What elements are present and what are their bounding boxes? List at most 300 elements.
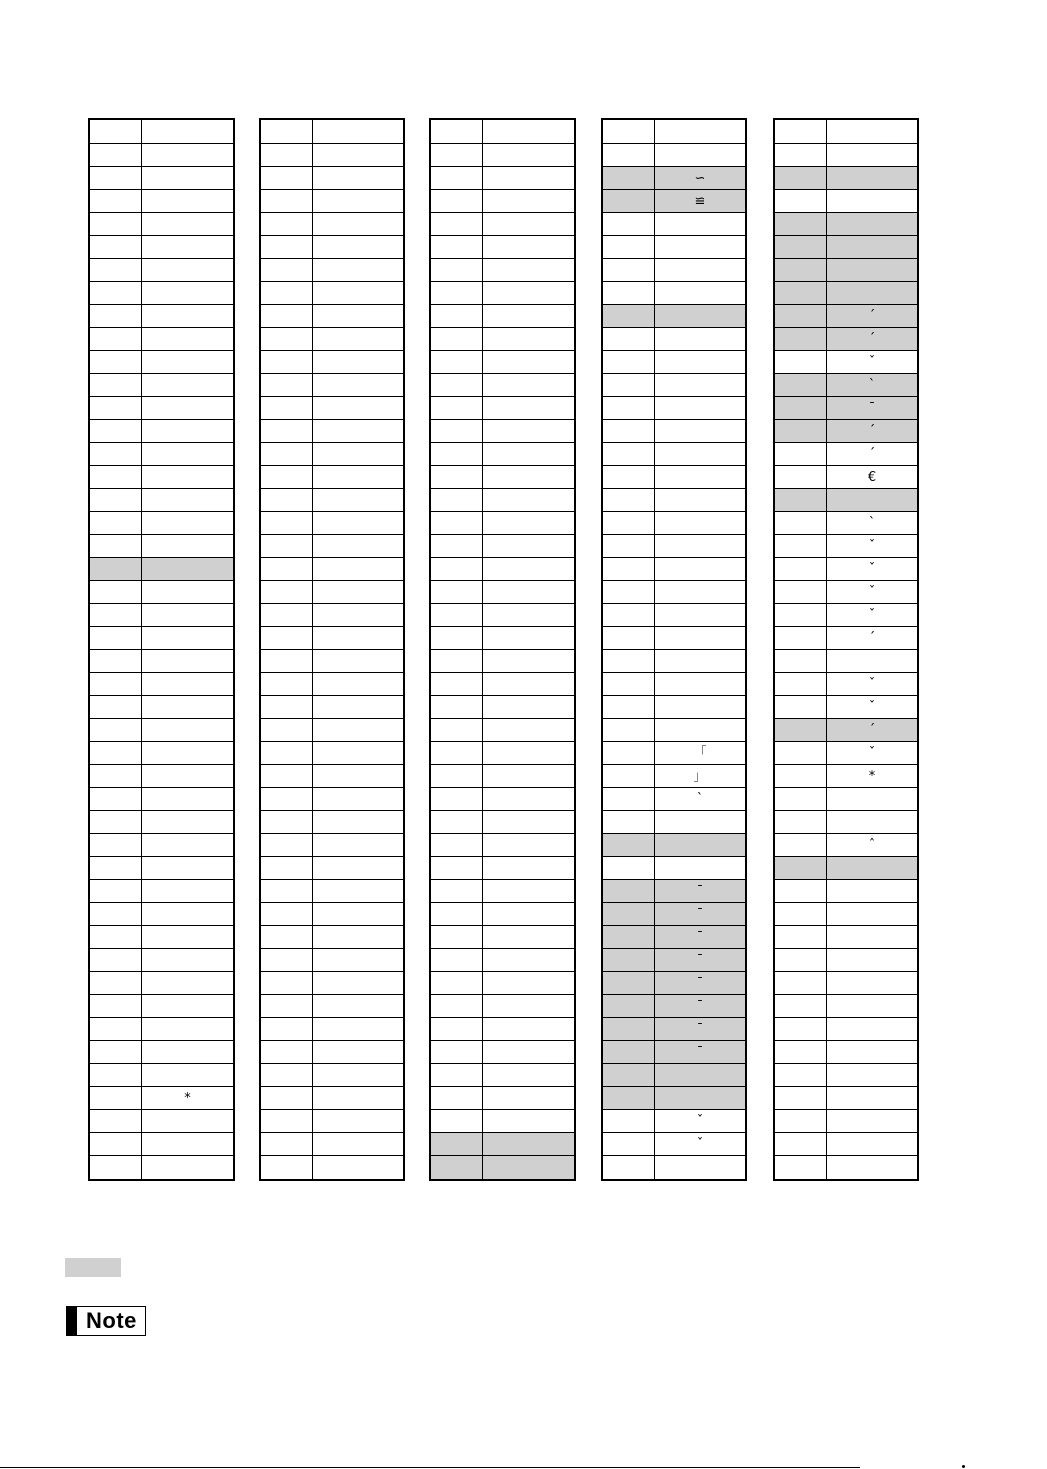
code-cell bbox=[90, 972, 142, 994]
table-row bbox=[775, 1110, 917, 1133]
code-cell bbox=[90, 926, 142, 948]
code-cell bbox=[775, 489, 827, 511]
code-cell bbox=[261, 305, 313, 327]
char-cell bbox=[827, 972, 917, 994]
code-cell bbox=[261, 328, 313, 350]
table-row bbox=[261, 328, 403, 351]
table-row bbox=[431, 420, 574, 443]
code-cell bbox=[431, 236, 483, 258]
table-row bbox=[603, 420, 745, 443]
table-row bbox=[775, 696, 917, 719]
table-row bbox=[603, 949, 745, 972]
char-cell bbox=[827, 1041, 917, 1063]
table-row bbox=[775, 1133, 917, 1156]
code-cell bbox=[603, 120, 655, 143]
char-cell bbox=[142, 880, 233, 902]
char-cell bbox=[655, 213, 745, 235]
code-cell bbox=[603, 443, 655, 465]
char-cell bbox=[313, 949, 403, 971]
char-cell bbox=[483, 880, 574, 902]
code-cell bbox=[431, 926, 483, 948]
code-cell bbox=[261, 949, 313, 971]
table-row bbox=[603, 167, 745, 190]
code-cell bbox=[775, 834, 827, 856]
table-row bbox=[603, 305, 745, 328]
code-cell bbox=[261, 972, 313, 994]
code-cell bbox=[775, 236, 827, 258]
code-cell bbox=[261, 1064, 313, 1086]
char-cell bbox=[483, 604, 574, 626]
char-cell bbox=[483, 466, 574, 488]
char-cell bbox=[655, 489, 745, 511]
code-cell bbox=[431, 857, 483, 879]
char-cell bbox=[483, 259, 574, 281]
table-row bbox=[431, 742, 574, 765]
table-row bbox=[775, 995, 917, 1018]
table-row bbox=[431, 397, 574, 420]
char-cell bbox=[313, 397, 403, 419]
note-heading bbox=[66, 1306, 146, 1336]
char-cell bbox=[313, 788, 403, 810]
table-row bbox=[261, 558, 403, 581]
code-cell bbox=[603, 627, 655, 649]
char-cell: ˆ bbox=[868, 837, 876, 853]
table-row bbox=[603, 857, 745, 880]
char-cell bbox=[313, 857, 403, 879]
code-cell bbox=[775, 1133, 827, 1155]
code-cell bbox=[90, 236, 142, 258]
char-cell bbox=[142, 236, 233, 258]
table-row bbox=[603, 1156, 745, 1179]
char-cell bbox=[142, 1041, 233, 1063]
code-cell bbox=[603, 581, 655, 603]
table-row bbox=[90, 650, 233, 673]
char-cell bbox=[142, 696, 233, 718]
table-row bbox=[261, 397, 403, 420]
char-cell bbox=[483, 811, 574, 833]
table-row bbox=[431, 903, 574, 926]
char-cell bbox=[483, 719, 574, 741]
table-row bbox=[431, 811, 574, 834]
char-cell bbox=[313, 1041, 403, 1063]
table-row bbox=[775, 880, 917, 903]
char-cell bbox=[655, 627, 745, 649]
table-row bbox=[603, 811, 745, 834]
code-cell bbox=[603, 811, 655, 833]
table-row bbox=[775, 190, 917, 213]
char-cell bbox=[483, 949, 574, 971]
code-cell bbox=[431, 328, 483, 350]
table-row bbox=[775, 1087, 917, 1110]
char-cell bbox=[827, 788, 917, 810]
char-cell bbox=[483, 627, 574, 649]
code-cell bbox=[603, 834, 655, 856]
char-cell bbox=[313, 259, 403, 281]
char-cell bbox=[483, 650, 574, 672]
table-row bbox=[775, 466, 917, 489]
code-cell bbox=[261, 420, 313, 442]
char-cell bbox=[142, 1110, 233, 1132]
table-row bbox=[261, 1041, 403, 1064]
code-cell bbox=[431, 374, 483, 396]
code-cell bbox=[603, 190, 655, 212]
char-cell bbox=[142, 995, 233, 1017]
char-cell: ˉ bbox=[696, 998, 704, 1014]
char-cell: ∽ bbox=[694, 170, 706, 186]
code-cell bbox=[261, 627, 313, 649]
table-row bbox=[261, 144, 403, 167]
char-cell bbox=[142, 926, 233, 948]
code-cell bbox=[775, 397, 827, 419]
char-cell: ˇ bbox=[868, 538, 876, 554]
table-row bbox=[603, 627, 745, 650]
char-cell bbox=[827, 1087, 917, 1109]
table-row bbox=[431, 926, 574, 949]
char-cell bbox=[313, 834, 403, 856]
table-row bbox=[90, 374, 233, 397]
table-row bbox=[603, 466, 745, 489]
table-row bbox=[775, 558, 917, 581]
code-cell bbox=[603, 1087, 655, 1109]
code-cell bbox=[261, 1041, 313, 1063]
char-cell bbox=[655, 696, 745, 718]
code-cell bbox=[431, 788, 483, 810]
table-row bbox=[431, 834, 574, 857]
table-row bbox=[431, 144, 574, 167]
char-cell bbox=[655, 420, 745, 442]
char-cell bbox=[142, 443, 233, 465]
table-row bbox=[90, 282, 233, 305]
code-cell bbox=[775, 328, 827, 350]
code-cell bbox=[775, 167, 827, 189]
code-cell bbox=[261, 696, 313, 718]
table-row bbox=[431, 1018, 574, 1041]
table-row bbox=[431, 581, 574, 604]
table-row bbox=[261, 880, 403, 903]
code-cell bbox=[775, 120, 827, 143]
table-row bbox=[431, 880, 574, 903]
code-cell bbox=[431, 719, 483, 741]
char-cell bbox=[142, 1064, 233, 1086]
table-row bbox=[261, 581, 403, 604]
table-row bbox=[431, 949, 574, 972]
char-cell bbox=[313, 420, 403, 442]
char-cell bbox=[655, 236, 745, 258]
table-row bbox=[603, 696, 745, 719]
table-row bbox=[90, 995, 233, 1018]
code-cell bbox=[431, 1018, 483, 1040]
char-cell bbox=[313, 1133, 403, 1155]
char-cell bbox=[655, 1156, 745, 1179]
code-cell bbox=[603, 374, 655, 396]
char-cell bbox=[313, 604, 403, 626]
char-table-4 bbox=[601, 118, 747, 1181]
table-row bbox=[431, 1064, 574, 1087]
char-cell bbox=[313, 213, 403, 235]
table-row bbox=[775, 259, 917, 282]
table-row bbox=[261, 167, 403, 190]
table-row bbox=[261, 811, 403, 834]
char-cell bbox=[313, 236, 403, 258]
table-row bbox=[603, 397, 745, 420]
table-row bbox=[431, 213, 574, 236]
table-row bbox=[431, 1087, 574, 1110]
code-cell bbox=[603, 765, 655, 787]
code-cell bbox=[603, 972, 655, 994]
char-cell bbox=[827, 949, 917, 971]
char-cell bbox=[142, 397, 233, 419]
char-cell bbox=[483, 1110, 574, 1132]
code-cell bbox=[431, 581, 483, 603]
code-cell bbox=[90, 1156, 142, 1179]
code-cell bbox=[603, 558, 655, 580]
table-row bbox=[261, 903, 403, 926]
code-cell bbox=[90, 120, 142, 143]
table-row bbox=[431, 190, 574, 213]
code-cell bbox=[775, 1064, 827, 1086]
char-cell bbox=[827, 1156, 917, 1179]
code-cell bbox=[90, 328, 142, 350]
code-cell bbox=[431, 1156, 483, 1179]
code-cell bbox=[261, 167, 313, 189]
char-cell bbox=[827, 1110, 917, 1132]
table-row bbox=[603, 765, 745, 788]
code-cell bbox=[431, 627, 483, 649]
table-row bbox=[431, 627, 574, 650]
code-cell bbox=[261, 1110, 313, 1132]
code-cell bbox=[603, 328, 655, 350]
char-cell bbox=[483, 144, 574, 166]
char-cell bbox=[142, 719, 233, 741]
table-row bbox=[261, 949, 403, 972]
code-cell bbox=[261, 282, 313, 304]
code-cell bbox=[90, 857, 142, 879]
char-cell: ˉ bbox=[696, 952, 704, 968]
code-cell bbox=[775, 903, 827, 925]
char-cell bbox=[827, 650, 917, 672]
char-cell: ˋ bbox=[868, 515, 876, 531]
code-cell bbox=[90, 1087, 142, 1109]
code-cell bbox=[431, 1110, 483, 1132]
code-cell bbox=[431, 259, 483, 281]
table-row bbox=[90, 1087, 233, 1110]
code-cell bbox=[603, 259, 655, 281]
code-cell bbox=[603, 1064, 655, 1086]
code-cell bbox=[261, 834, 313, 856]
table-row bbox=[261, 443, 403, 466]
char-cell: * bbox=[184, 1090, 191, 1106]
table-row bbox=[90, 880, 233, 903]
char-cell bbox=[313, 719, 403, 741]
code-cell bbox=[431, 1087, 483, 1109]
char-cell bbox=[313, 1156, 403, 1179]
char-cell: ˉ bbox=[696, 906, 704, 922]
char-cell bbox=[655, 144, 745, 166]
table-row bbox=[775, 443, 917, 466]
char-cell bbox=[142, 811, 233, 833]
char-cell: ˉ bbox=[868, 400, 876, 416]
char-cell bbox=[142, 259, 233, 281]
char-cell bbox=[827, 1133, 917, 1155]
code-cell bbox=[261, 259, 313, 281]
char-cell bbox=[483, 489, 574, 511]
code-cell bbox=[261, 512, 313, 534]
table-row bbox=[603, 650, 745, 673]
table-row bbox=[603, 742, 745, 765]
char-cell bbox=[483, 857, 574, 879]
char-cell bbox=[313, 627, 403, 649]
code-cell bbox=[775, 926, 827, 948]
code-cell bbox=[431, 420, 483, 442]
char-cell: € bbox=[867, 469, 877, 485]
table-row bbox=[775, 535, 917, 558]
code-cell bbox=[603, 1110, 655, 1132]
table-row bbox=[90, 742, 233, 765]
char-cell bbox=[313, 880, 403, 902]
code-cell bbox=[261, 903, 313, 925]
code-cell bbox=[775, 512, 827, 534]
code-cell bbox=[90, 351, 142, 373]
char-cell bbox=[483, 351, 574, 373]
code-cell bbox=[431, 1064, 483, 1086]
code-cell bbox=[261, 374, 313, 396]
table-row bbox=[261, 1087, 403, 1110]
char-cell bbox=[313, 696, 403, 718]
char-cell bbox=[655, 604, 745, 626]
char-cell bbox=[313, 167, 403, 189]
table-row bbox=[603, 788, 745, 811]
code-cell bbox=[261, 190, 313, 212]
char-cell bbox=[483, 1087, 574, 1109]
char-cell bbox=[313, 1087, 403, 1109]
char-cell bbox=[827, 120, 917, 143]
char-cell bbox=[655, 282, 745, 304]
code-cell bbox=[431, 834, 483, 856]
code-cell bbox=[775, 673, 827, 695]
char-cell bbox=[483, 903, 574, 925]
code-cell bbox=[90, 581, 142, 603]
table-row bbox=[261, 1018, 403, 1041]
code-cell bbox=[261, 995, 313, 1017]
char-cell bbox=[142, 282, 233, 304]
code-cell bbox=[431, 305, 483, 327]
char-cell bbox=[142, 788, 233, 810]
table-row bbox=[603, 351, 745, 374]
code-cell bbox=[90, 627, 142, 649]
code-cell bbox=[261, 120, 313, 143]
code-cell bbox=[261, 650, 313, 672]
code-cell bbox=[603, 144, 655, 166]
char-cell bbox=[827, 1018, 917, 1040]
table-row bbox=[90, 558, 233, 581]
table-row bbox=[775, 857, 917, 880]
char-cell bbox=[142, 1018, 233, 1040]
code-cell bbox=[775, 972, 827, 994]
char-cell bbox=[142, 144, 233, 166]
code-cell bbox=[90, 811, 142, 833]
table-row bbox=[431, 282, 574, 305]
code-cell bbox=[603, 512, 655, 534]
table-row bbox=[261, 259, 403, 282]
code-cell bbox=[261, 1133, 313, 1155]
code-cell bbox=[90, 190, 142, 212]
code-cell bbox=[603, 466, 655, 488]
char-cell bbox=[827, 144, 917, 166]
char-cell: ˇ bbox=[868, 584, 876, 600]
code-cell bbox=[431, 604, 483, 626]
char-cell: ˇ bbox=[868, 561, 876, 577]
table-row bbox=[90, 696, 233, 719]
char-cell bbox=[142, 167, 233, 189]
char-cell bbox=[142, 351, 233, 373]
char-cell bbox=[483, 995, 574, 1017]
table-row bbox=[261, 282, 403, 305]
char-table-2 bbox=[259, 118, 405, 1181]
char-cell bbox=[142, 972, 233, 994]
table-row bbox=[431, 512, 574, 535]
code-cell bbox=[261, 535, 313, 557]
code-cell bbox=[603, 236, 655, 258]
table-row bbox=[431, 305, 574, 328]
table-row bbox=[261, 788, 403, 811]
table-row bbox=[261, 995, 403, 1018]
char-cell bbox=[142, 650, 233, 672]
char-cell bbox=[655, 512, 745, 534]
code-cell bbox=[775, 880, 827, 902]
char-cell bbox=[483, 581, 574, 603]
table-row bbox=[603, 673, 745, 696]
char-cell bbox=[142, 558, 233, 580]
char-cell bbox=[483, 1064, 574, 1086]
char-cell: * bbox=[868, 768, 876, 784]
table-row bbox=[603, 512, 745, 535]
table-row bbox=[261, 466, 403, 489]
code-cell bbox=[603, 673, 655, 695]
table-row bbox=[775, 972, 917, 995]
table-row bbox=[775, 1156, 917, 1179]
code-cell bbox=[431, 696, 483, 718]
table-row bbox=[261, 627, 403, 650]
table-row bbox=[603, 972, 745, 995]
code-cell bbox=[603, 420, 655, 442]
code-cell bbox=[775, 259, 827, 281]
code-cell bbox=[603, 1133, 655, 1155]
table-row bbox=[431, 236, 574, 259]
table-row bbox=[431, 696, 574, 719]
table-row bbox=[603, 1041, 745, 1064]
table-row bbox=[90, 1018, 233, 1041]
code-cell bbox=[431, 673, 483, 695]
char-cell bbox=[142, 673, 233, 695]
table-row bbox=[603, 1064, 745, 1087]
code-cell bbox=[261, 443, 313, 465]
code-cell bbox=[775, 627, 827, 649]
char-cell: ˇ bbox=[868, 607, 876, 623]
table-row bbox=[431, 673, 574, 696]
char-cell: ≌ bbox=[694, 193, 706, 209]
code-cell bbox=[261, 213, 313, 235]
char-cell bbox=[483, 742, 574, 764]
table-row bbox=[603, 374, 745, 397]
code-cell bbox=[603, 719, 655, 741]
code-cell bbox=[775, 443, 827, 465]
char-cell bbox=[655, 259, 745, 281]
char-cell bbox=[827, 213, 917, 235]
code-cell bbox=[775, 719, 827, 741]
char-cell bbox=[313, 926, 403, 948]
code-cell bbox=[90, 1018, 142, 1040]
table-row bbox=[775, 811, 917, 834]
